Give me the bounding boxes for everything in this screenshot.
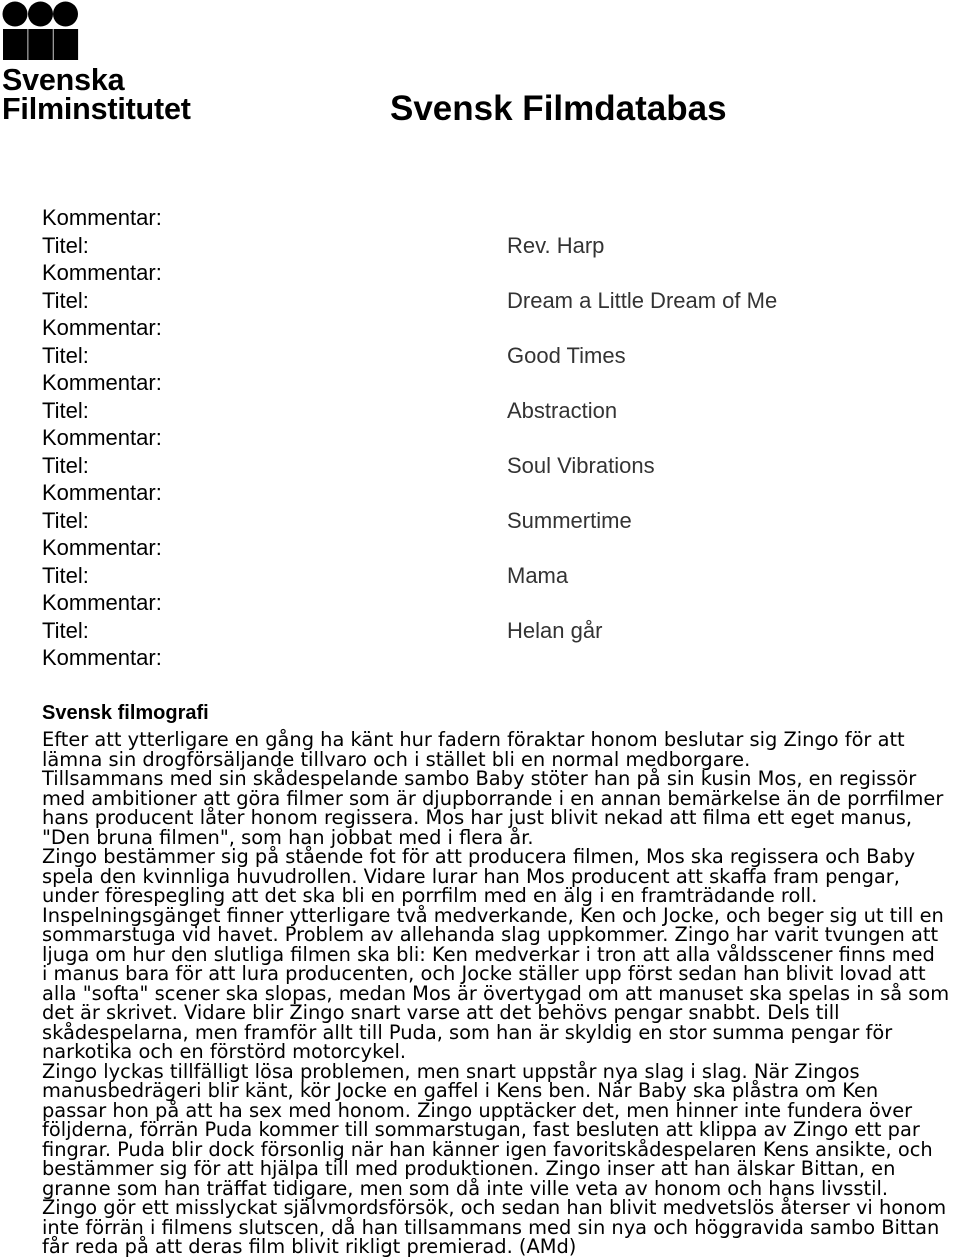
kommentar-label: Kommentar:: [42, 260, 162, 285]
kommentar-row: [42, 259, 942, 287]
logo-wordmark-line1: Svenska: [2, 63, 125, 97]
logo-dot: [28, 2, 53, 27]
synopsis-line: manusbedrägeri blir känt, kör Jocke en gaffel i Kens ben. När Baby ska plåstra om Ken: [42, 1079, 879, 1102]
synopsis-line: granne som han träffat tidigare, men som då inte ville veta av honom och hans livsstil.: [42, 1176, 889, 1200]
synopsis-line: lämna sin drogförsäljande tillvaro och i stället bli en normal medborgare.: [42, 747, 751, 771]
kommentar-row: [42, 204, 942, 232]
film-title-value: Rev. Harp: [507, 232, 605, 258]
synopsis: [42, 730, 958, 1257]
sfi-logo: [0, 0, 205, 126]
synopsis-line: under förespegling att det ska bli en porrfilm med en älg i en framträdande roll.: [42, 884, 818, 907]
synopsis-paragraph: [42, 847, 958, 906]
titel-row: [42, 287, 942, 315]
titel-label: Titel:: [42, 232, 89, 258]
synopsis-line: passar hon på att ha sex med honom. Zingo upptäcker det, men hinner inte fundera över: [42, 1098, 913, 1122]
titel-label: Titel:: [42, 452, 89, 478]
synopsis-line: Inspelningsgänget finner ytterligare två medverkande, Ken och Jocke, och beger sig ut till en: [42, 903, 944, 927]
synopsis-paragraph: [42, 1059, 958, 1258]
kommentar-label: Kommentar:: [42, 370, 162, 395]
kommentar-row: [42, 424, 942, 452]
synopsis-line: det är skrivet. Vidare blir Zingo snart varse att det behövs pengar snabbt. Dels till: [42, 1001, 840, 1024]
kommentar-label: Kommentar:: [42, 205, 162, 230]
kommentar-row: [42, 644, 942, 672]
synopsis-line: ljuga om hur den slutliga filmen ska bli: Ken medverkar i tron att alla våldsscener finns med: [42, 942, 935, 966]
synopsis-line: Zingo lyckas tillfälligt lösa problemen, men snart uppstår nya slag i slag. När Zingos: [42, 1059, 860, 1083]
logo-wordmark-line2: Filminstitutet: [2, 92, 191, 126]
titel-label: Titel:: [42, 617, 89, 643]
synopsis-line: alla "softa" scener ska slopas, medan Mos är övertygad om att manuset ska spelas in så som: [42, 981, 950, 1005]
titel-row: [42, 562, 942, 590]
synopsis-line: får reda på att deras film blivit rikligt premierad. (AMd): [42, 1235, 577, 1258]
titel-label: Titel:: [42, 342, 89, 368]
film-title-value: Abstraction: [507, 397, 618, 423]
kommentar-label: Kommentar:: [42, 645, 162, 670]
titel-row: [42, 452, 942, 480]
titel-label: Titel:: [42, 507, 89, 533]
logo-block: [28, 29, 53, 60]
synopsis-line: följderna, förrän Puda kommer till sommarstugan, fast besluten att klippa av Zingo ett par: [42, 1118, 920, 1141]
titel-label: Titel:: [42, 287, 89, 313]
synopsis-line: Efter att ytterligare en gång ha känt hur fadern föraktar honom beslutar sig Zingo för att: [42, 728, 905, 751]
synopsis-line: narkotika och en förstörd motorcykel.: [42, 1040, 407, 1063]
synopsis-line: i manus bara för att lura producenten, och Jocke ställer upp först sedan han blivit lovad att: [42, 962, 926, 985]
synopsis-line: bestämmer sig för att hjälpa till med produktionen. Zingo inser att han älskar Bittan, en: [42, 1157, 896, 1180]
kommentar-row: [42, 369, 942, 397]
synopsis-line: med ambitioner att göra filmer som är djupborrande i en annan bemärkelse än de porrfilmer: [42, 786, 944, 810]
film-title-value: Good Times: [507, 342, 626, 368]
sfi-logo-icon: [0, 0, 80, 62]
film-title-value: Mama: [507, 562, 569, 588]
page-title: Svensk Filmdatabas: [390, 89, 727, 128]
titel-row: [42, 617, 942, 645]
synopsis-line: Zingo gör ett misslyckat självmordsförsök, och sedan han blivit medvetslös återser vi honom: [42, 1196, 947, 1219]
synopsis-line: "Den bruna filmen", som han jobbat med i flera år.: [42, 825, 534, 849]
synopsis-line: fingrar. Puda blir dock försonlig när han känner igen favoritskådespelaren Kens ansikte, och: [42, 1137, 933, 1161]
titel-row: [42, 342, 942, 370]
logo-block: [54, 29, 79, 60]
synopsis-paragraph: [42, 730, 958, 769]
logo-dot: [3, 2, 28, 27]
synopsis-paragraph: [42, 903, 958, 1063]
film-title-value: Summertime: [507, 507, 632, 533]
kommentar-label: Kommentar:: [42, 425, 162, 450]
film-list: [42, 204, 942, 672]
titel-label: Titel:: [42, 397, 89, 423]
logo-block: [3, 29, 28, 60]
kommentar-row: [42, 479, 942, 507]
synopsis-line: sommarstuga vid havet. Problem av allehanda slag uppkommer. Zingo har varit tvungen att: [42, 923, 939, 946]
synopsis-line: inte förrän i filmens slutscen, då han tillsammans med sin nya och höggravida sambo Bittan: [42, 1215, 940, 1239]
film-title-value: Soul Vibrations: [507, 452, 655, 478]
synopsis-line: Zingo bestämmer sig på stående fot för att producera filmen, Mos ska regissera och Baby: [42, 845, 916, 868]
titel-label: Titel:: [42, 562, 89, 588]
film-title-value: Dream a Little Dream of Me: [507, 287, 778, 313]
kommentar-label: Kommentar:: [42, 590, 162, 615]
filmography-heading: Svensk filmografi: [42, 702, 209, 724]
titel-row: [42, 507, 942, 535]
synopsis-paragraph: [42, 769, 958, 847]
synopsis-line: Tillsammans med sin skådespelande sambo Baby stöter han på sin kusin Mos, en regissör: [42, 767, 917, 790]
kommentar-label: Kommentar:: [42, 315, 162, 340]
synopsis-line: skådespelarna, men framför allt till Puda, som han är skyldig en stor summa pengar för: [42, 1020, 893, 1044]
titel-row: [42, 232, 942, 260]
kommentar-row: [42, 534, 942, 562]
kommentar-label: Kommentar:: [42, 535, 162, 560]
kommentar-row: [42, 589, 942, 617]
titel-row: [42, 397, 942, 425]
kommentar-label: Kommentar:: [42, 480, 162, 505]
synopsis-line: spela den kvinnliga huvudrollen. Vidare lurar han Mos producent att skaffa fram pengar,: [42, 864, 900, 888]
logo-dot: [53, 2, 78, 27]
synopsis-line: hans producent låter honom regissera. Mos har just blivit nekad att filma ett eget manus,: [42, 806, 913, 829]
kommentar-row: [42, 314, 942, 342]
film-title-value: Helan går: [507, 617, 603, 643]
